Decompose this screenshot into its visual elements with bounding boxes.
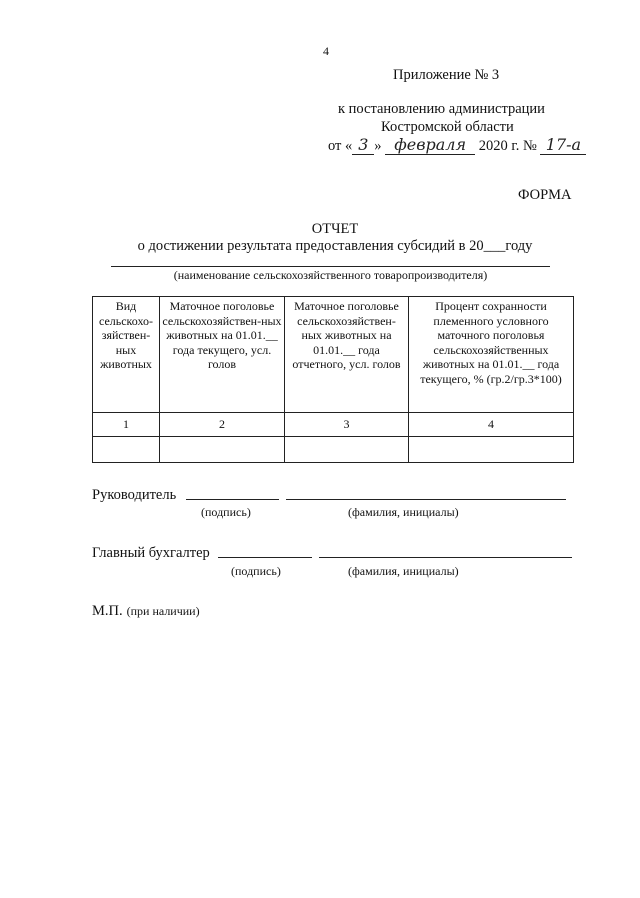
stamp-note: (при наличии) bbox=[126, 604, 200, 618]
header-current-stock: Маточное поголовье сельскохозяйствен-ных животных на 01.01.__ года текущего, усл. голов bbox=[160, 297, 285, 413]
column-number: 2 bbox=[160, 413, 285, 437]
stamp-line bbox=[92, 602, 200, 620]
column-number: 3 bbox=[285, 413, 409, 437]
head-label: Руководитель bbox=[92, 487, 177, 503]
head-name-caption: (фамилия, инициалы) bbox=[348, 505, 459, 519]
date-prefix: от « bbox=[328, 138, 353, 154]
column-number: 1 bbox=[93, 413, 160, 437]
accountant-label: Главный бухгалтер bbox=[92, 545, 210, 561]
producer-line bbox=[111, 266, 550, 267]
accountant-name-caption: (фамилия, инициалы) bbox=[348, 564, 459, 578]
date-month: февраля bbox=[385, 136, 475, 155]
head-sign-line bbox=[186, 499, 279, 500]
stamp-label: М.П. bbox=[92, 603, 123, 619]
forma-label: ФОРМА bbox=[518, 187, 572, 203]
appendix-title: Приложение № 3 bbox=[393, 67, 500, 83]
date-day: 3 bbox=[352, 136, 374, 155]
appendix-date-line bbox=[328, 136, 586, 155]
report-subtitle: о достижении результата предоставления субсидий в 20___году bbox=[137, 238, 533, 254]
table-number-row bbox=[93, 413, 574, 437]
doc-number: 17-а bbox=[540, 136, 586, 155]
table-data-row bbox=[93, 437, 574, 463]
table-cell[interactable] bbox=[93, 437, 160, 463]
header-retention-percent: Процент сохранности племенного условного маточного поголовья сельскохозяйственных животных на 01.01.__ года текущего, % (гр.2/гр.3*100) bbox=[409, 297, 574, 413]
appendix-line2: Костромской области bbox=[381, 119, 514, 135]
page-number: 4 bbox=[323, 44, 329, 58]
date-year: 2020 г. № bbox=[478, 138, 537, 154]
table-cell[interactable] bbox=[285, 437, 409, 463]
head-sign-caption: (подпись) bbox=[201, 505, 251, 519]
table-cell[interactable] bbox=[409, 437, 574, 463]
table-header-row bbox=[93, 297, 574, 413]
table-cell[interactable] bbox=[160, 437, 285, 463]
report-title: ОТЧЕТ bbox=[311, 221, 359, 237]
accountant-sign-caption: (подпись) bbox=[231, 564, 281, 578]
accountant-sign-line bbox=[218, 557, 312, 558]
accountant-name-line bbox=[319, 557, 572, 558]
column-number: 4 bbox=[409, 413, 574, 437]
header-reporting-stock: Маточное поголовье сельскохозяйствен-ных животных на 01.01.__ года отчетного, усл. голов bbox=[285, 297, 409, 413]
date-mid: » bbox=[374, 138, 382, 154]
report-table bbox=[92, 296, 574, 463]
header-animal-type: Вид сельскохо-зяйствен-ных животных bbox=[93, 297, 160, 413]
head-name-line bbox=[286, 499, 566, 500]
appendix-line1: к постановлению администрации bbox=[338, 101, 545, 117]
producer-caption: (наименование сельскохозяйственного товаропроизводителя) bbox=[173, 268, 488, 282]
